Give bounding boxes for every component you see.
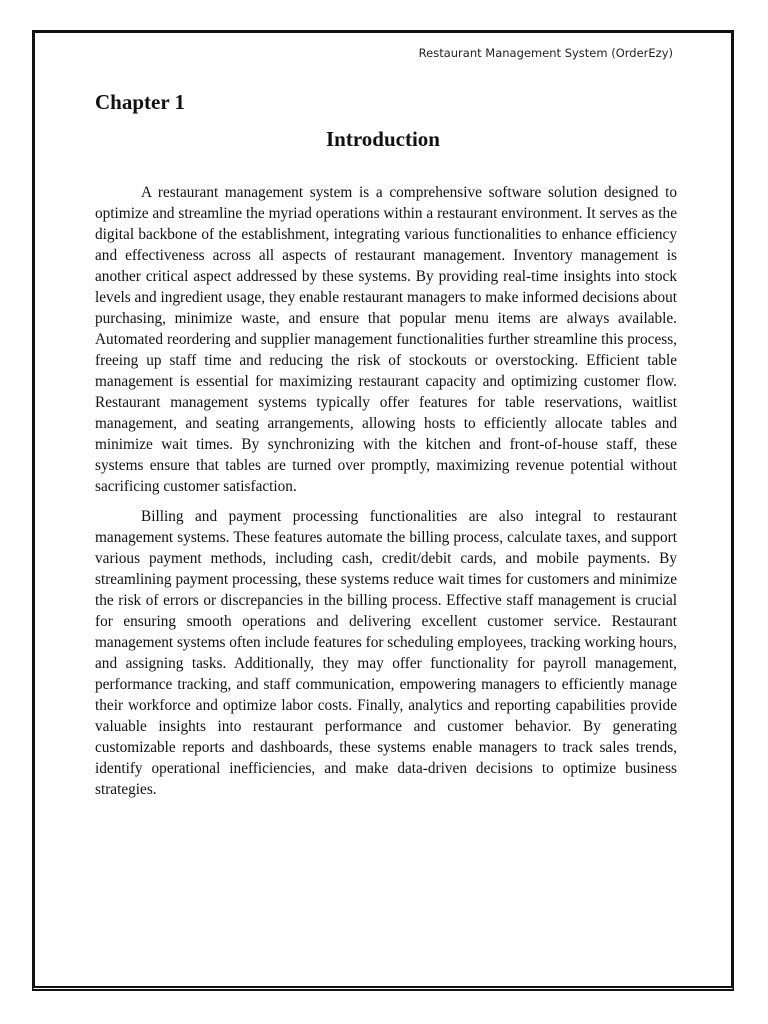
page-frame bbox=[32, 30, 734, 991]
paragraph: Billing and payment processing functionalities are also integral to restaurant management systems. These features automate the billing process, calculate taxes, and support various payment methods, including cash, credit/debit cards, and mobile payments. By streamlining payment processing, these systems reduce wait times for customers and minimize the risk of errors or discrepancies in the billing process. Effective staff management is crucial for ensuring smooth operations and delivering excellent customer service. Restaurant management systems often include features for scheduling employees, tracking working hours, and assigning tasks. Additionally, they may offer functionality for payroll management, performance tracking, and staff communication, empowering managers to efficiently manage their workforce and optimize labor costs. Finally, analytics and reporting capabilities provide valuable insights into restaurant performance and customer behavior. By generating customizable reports and dashboards, these systems enable managers to track sales trends, identify operational inefficiencies, and make data-driven decisions to optimize business strategies. bbox=[95, 508, 677, 798]
chapter-label: Chapter 1 bbox=[95, 90, 186, 114]
section-title: Introduction bbox=[326, 127, 440, 151]
body-text bbox=[95, 182, 677, 809]
paragraph: A restaurant management system is a comprehensive software solution designed to optimize and streamline the myriad operations within a restaurant environment. It serves as the digital backbone of the establishment, integrating various functionalities to enhance efficiency and effectiveness across all aspects of restaurant management. Inventory management is another critical aspect addressed by these systems. By providing real-time insights into stock levels and ingredient usage, they enable restaurant managers to make informed decisions about purchasing, minimize waste, and ensure that popular menu items are always available. Automated reordering and supplier management functionalities further streamline this process, freeing up staff time and reducing the risk of stockouts or overstocking. Efficient table management is essential for maximizing restaurant capacity and optimizing customer flow. Restaurant management systems typically offer features for table reservations, waitlist management, and seating arrangements, allowing hosts to efficiently allocate tables and minimize wait times. By synchronizing with the kitchen and front-of-house staff, these systems ensure that tables are turned over promptly, maximizing revenue potential without sacrificing customer satisfaction. bbox=[95, 184, 677, 495]
running-header: Restaurant Management System (OrderEzy) bbox=[418, 46, 673, 60]
